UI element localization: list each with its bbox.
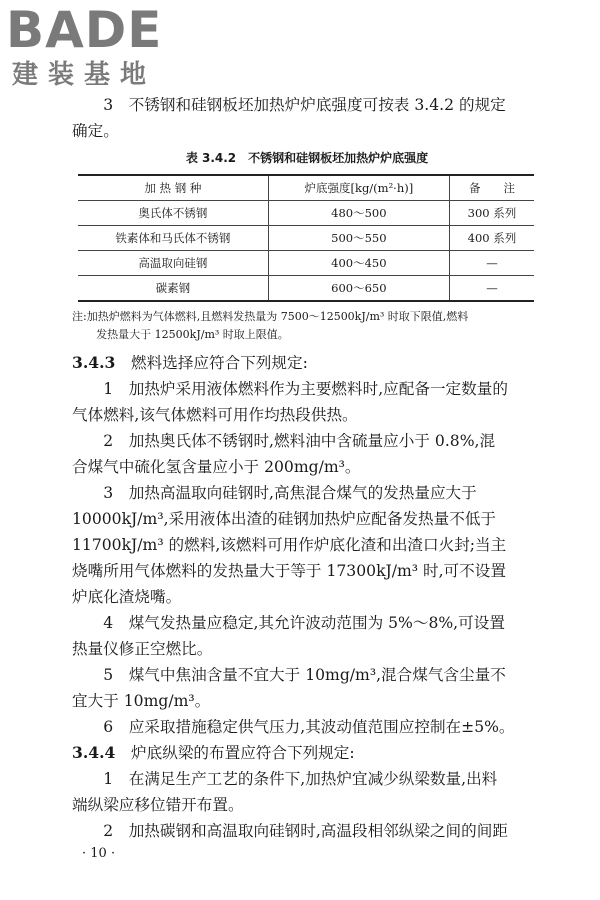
cell-remarks: —: [449, 251, 534, 276]
page-number: · 10 ·: [82, 846, 116, 861]
furnace-hearth-strength-table: [78, 174, 534, 302]
s343-item5-line2: 宜大于 10mg/m³。: [72, 692, 211, 710]
bade-logo: [6, 2, 176, 92]
table-row: [78, 226, 534, 251]
s344-item1-line2: 端纵梁应移位错开布置。: [72, 796, 244, 814]
table-row: [78, 201, 534, 226]
table-row: [78, 276, 534, 302]
section-3-4-3-title: 燃料选择应符合下列规定:: [131, 354, 308, 372]
cell-hearth-strength: 400～450: [268, 251, 449, 276]
header-steel-type: 加 热 钢 种: [78, 175, 268, 201]
s343-item1-line1: 1 加热炉采用液体燃料作为主要燃料时,应配备一定数量的: [103, 380, 508, 398]
cell-remarks: 300 系列: [449, 201, 534, 226]
section-3-4-4-heading: [72, 740, 542, 766]
s343-item3-line2: 10000kJ/m³,采用液体出渣的硅钢加热炉应配备发热量不低于: [72, 510, 497, 528]
logo-wordmark: BADE: [6, 1, 163, 59]
table-row: [78, 251, 534, 276]
cell-steel-type: 奥氏体不锈钢: [78, 201, 268, 226]
cell-steel-type: 碳素钢: [78, 276, 268, 302]
s343-item3-line1: 3 加热高温取向硅钢时,高焦混合煤气的发热量应大于: [103, 484, 477, 502]
s343-item4-line2: 热量仪修正空燃比。: [72, 640, 213, 658]
s343-item1-line2: 气体燃料,该气体燃料可用作均热段供热。: [72, 406, 358, 424]
table-note-line2: 发热量大于 12500kJ/m³ 时取上限值。: [96, 328, 289, 341]
cell-hearth-strength: 480～500: [268, 201, 449, 226]
section-3-4-4-title: 炉底纵梁的布置应符合下列规定:: [131, 744, 355, 762]
cell-steel-type: 铁素体和马氏体不锈钢: [78, 226, 268, 251]
table-header-row: [78, 175, 534, 201]
cell-steel-type: 高温取向硅钢: [78, 251, 268, 276]
clause-3-4-2-item3-line1: 3 不锈钢和硅钢板坯加热炉炉底强度可按表 3.4.2 的规定: [103, 96, 506, 114]
header-hearth-strength: 炉底强度[kg/(m²·h)]: [268, 175, 449, 201]
s343-item3-line5: 炉底化渣烧嘴。: [72, 588, 182, 606]
cell-hearth-strength: 600～650: [268, 276, 449, 302]
section-3-4-4-number: 3.4.4: [72, 743, 116, 762]
s343-item4-line1: 4 煤气发热量应稳定,其允许波动范围为 5%～8%,可设置: [103, 614, 505, 632]
header-remarks: 备 注: [449, 175, 534, 201]
logo-subtitle: 建装基地: [12, 60, 157, 90]
s343-item3-line4: 烧嘴所用气体燃料的发热量大于等于 17300kJ/m³ 时,可不设置: [72, 562, 506, 580]
table-note-line1: 注:加热炉燃料为气体燃料,且燃料发热量为 7500～12500kJ/m³ 时取下限值,燃料: [72, 310, 469, 323]
clause-3-4-2-item3-line2: 确定。: [72, 122, 119, 140]
s343-item2-line1: 2 加热奥氏体不锈钢时,燃料油中含硫量应小于 0.8%,混: [103, 432, 496, 450]
section-3-4-3-number: 3.4.3: [72, 353, 116, 372]
table-caption: 表 3.4.2 不锈钢和硅钢板坯加热炉炉底强度: [185, 151, 429, 165]
s343-item6-line1: 6 应采取措施稳定供气压力,其波动值范围应控制在±5%。: [103, 718, 515, 736]
cell-remarks: —: [449, 276, 534, 302]
s343-item2-line2: 合煤气中硫化氢含量应小于 200mg/m³。: [72, 458, 361, 476]
document-body: [72, 92, 542, 844]
table-note: [72, 308, 542, 344]
s344-item2-line1: 2 加热碳钢和高温取向硅钢时,高温段相邻纵梁之间的间距: [103, 822, 508, 840]
cell-hearth-strength: 500～550: [268, 226, 449, 251]
s344-item1-line1: 1 在满足生产工艺的条件下,加热炉宜减少纵梁数量,出料: [103, 770, 498, 788]
s343-item5-line1: 5 煤气中焦油含量不宜大于 10mg/m³,混合煤气含尘量不: [103, 666, 506, 684]
cell-remarks: 400 系列: [449, 226, 534, 251]
section-3-4-3-heading: [72, 350, 542, 376]
s343-item3-line3: 11700kJ/m³ 的燃料,该燃料可用作炉底化渣和出渣口火封;当主: [72, 536, 507, 554]
